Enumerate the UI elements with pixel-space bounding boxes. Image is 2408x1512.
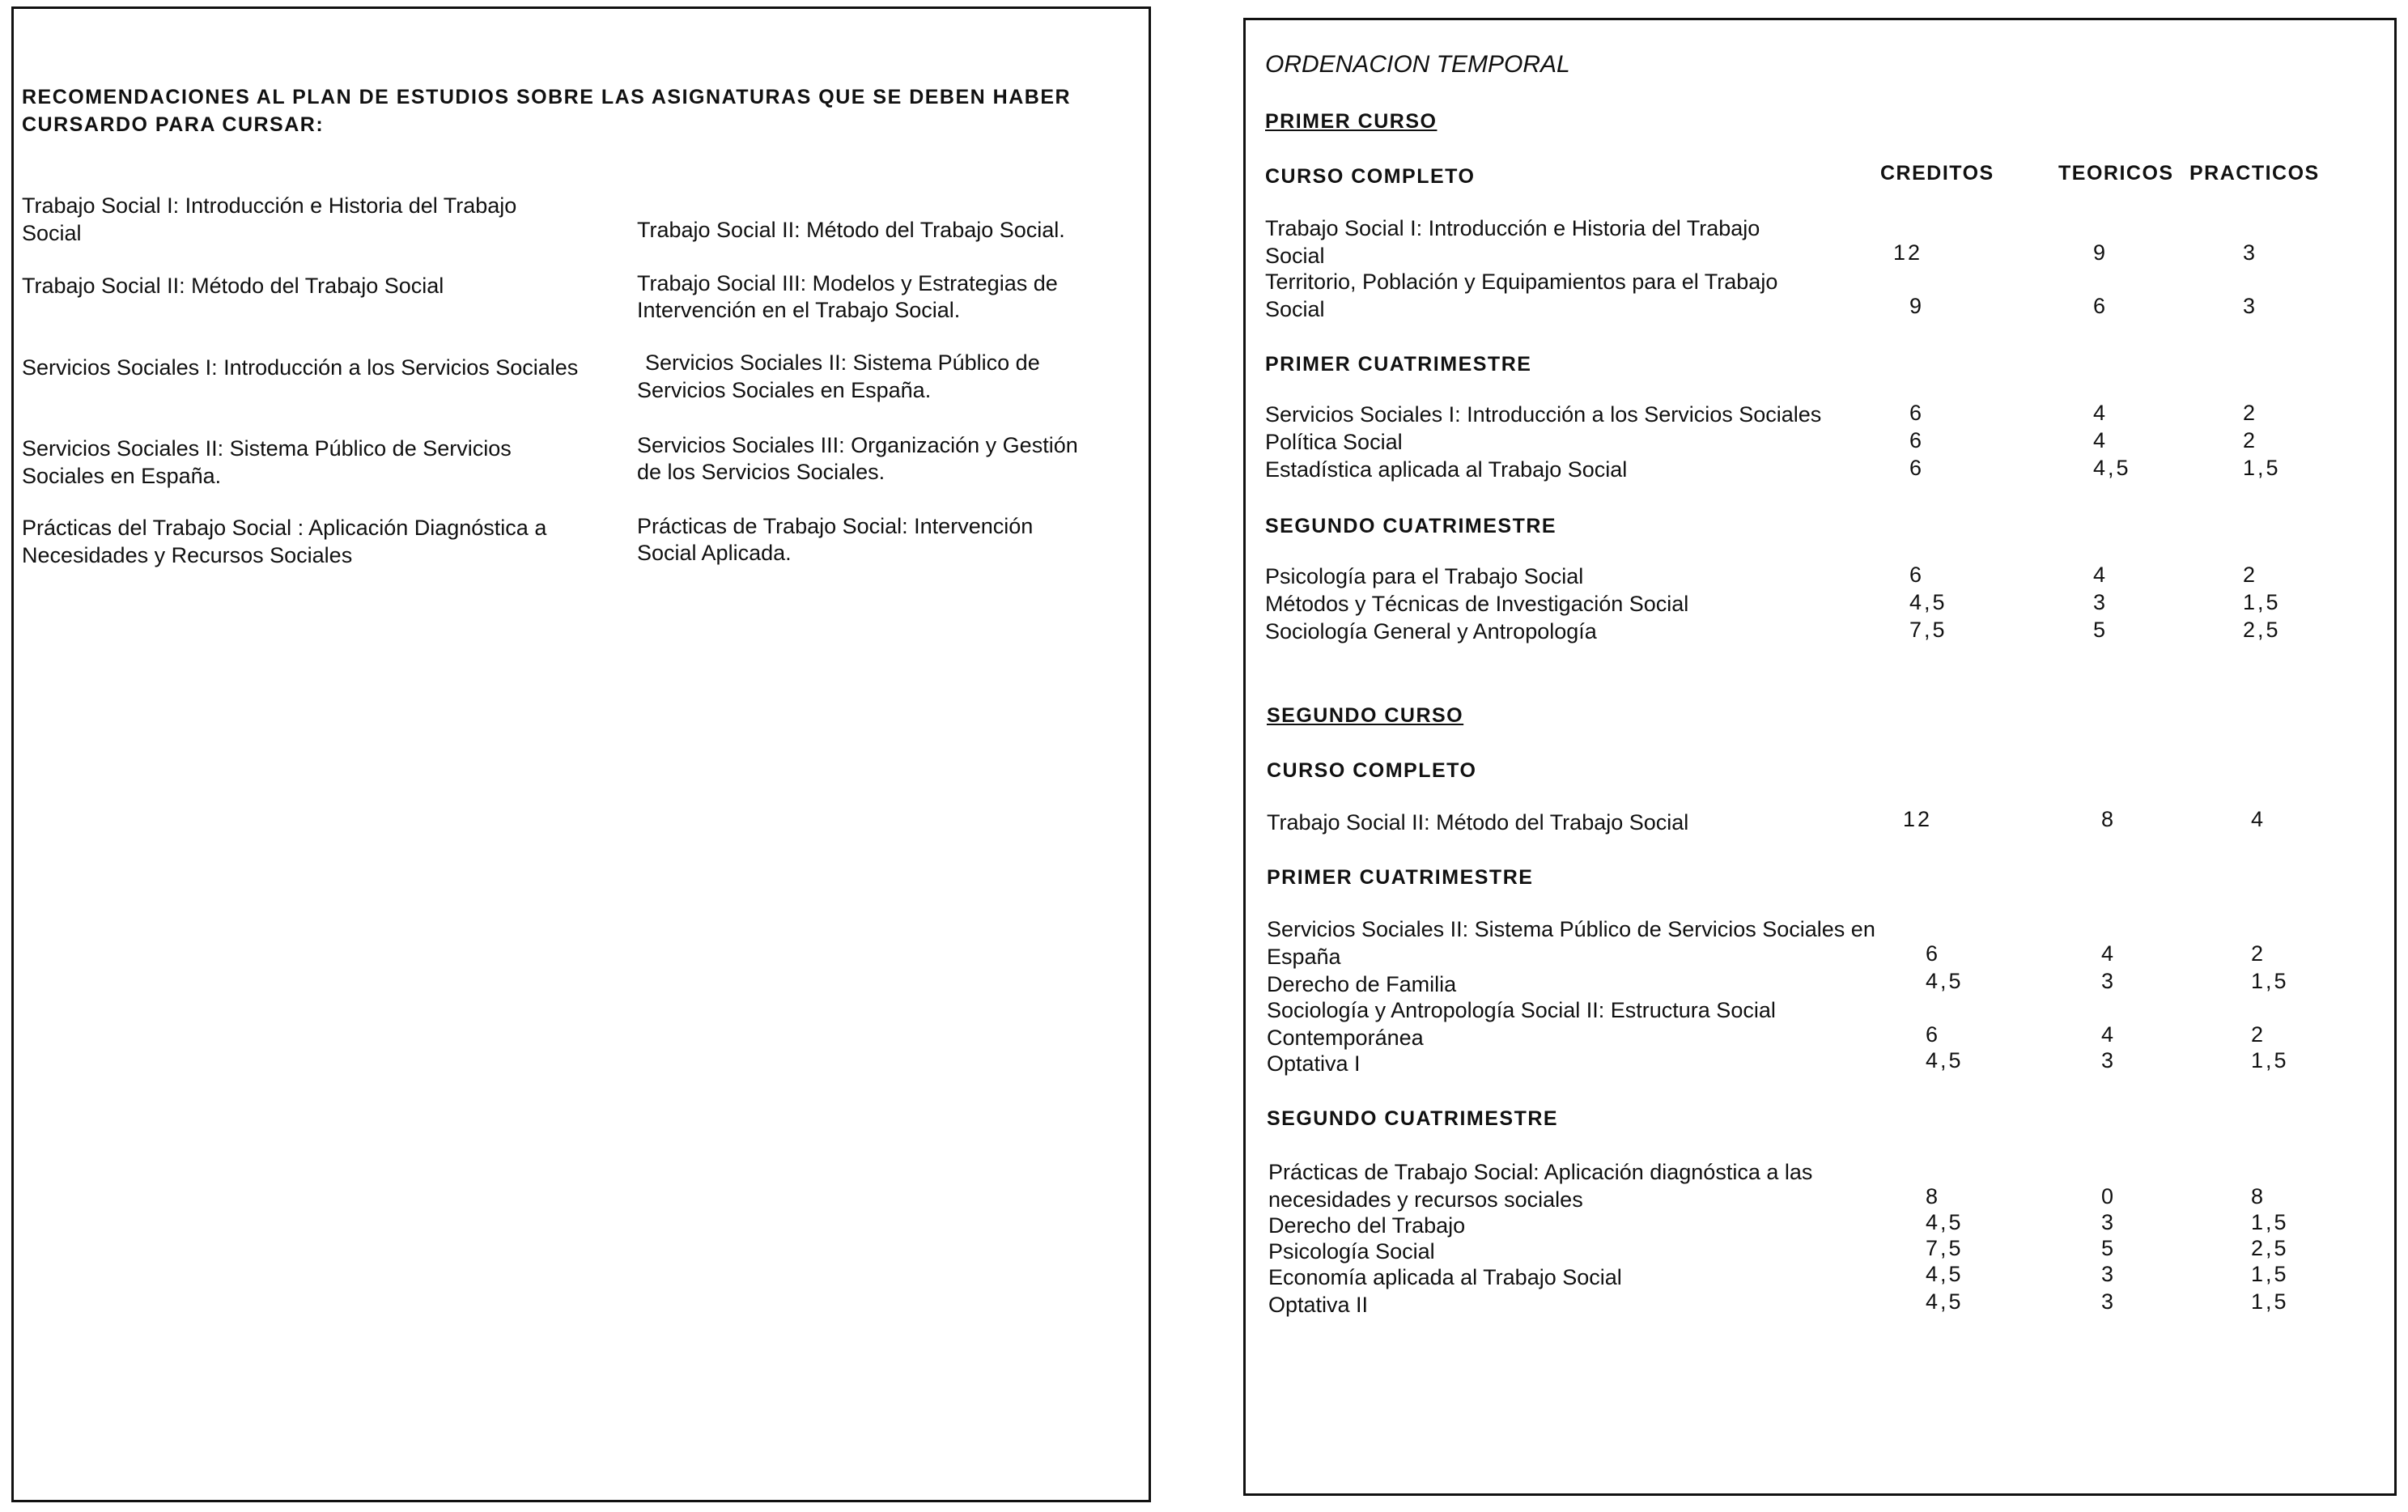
primer-cuatrimestre-heading-2: PRIMER CUATRIMESTRE bbox=[1267, 866, 1534, 889]
teoricos-value: 3 bbox=[2093, 590, 2109, 614]
page-title: ORDENACION TEMPORAL bbox=[1265, 51, 1570, 78]
course-name-line1: Sociología y Antropología Social II: Estructura Social bbox=[1267, 998, 1776, 1022]
course-2-line1: Trabajo Social III: Modelos y Estrategias de bbox=[637, 271, 1058, 295]
creditos-value: 6 bbox=[1909, 428, 1925, 452]
teoricos-value: 4 bbox=[2093, 401, 2109, 425]
creditos-value: 4,5 bbox=[1926, 969, 1964, 993]
creditos-value: 12 bbox=[1903, 807, 1933, 831]
course-name-line1: Política Social bbox=[1265, 430, 1403, 454]
recommendations-heading-line2: CURSARDO PARA CURSAR: bbox=[22, 113, 325, 136]
course-name-line1: Trabajo Social I: Introducción e Historia del Trabajo bbox=[1265, 216, 1760, 240]
course-name-line1: Economía aplicada al Trabajo Social bbox=[1268, 1265, 1622, 1289]
course-name-line1: Optativa I bbox=[1267, 1051, 1361, 1076]
prereq-4-line1: Servicios Sociales II: Sistema Público de Servicios bbox=[22, 436, 512, 461]
teoricos-value: 3 bbox=[2101, 1262, 2117, 1286]
creditos-value: 6 bbox=[1909, 456, 1925, 480]
creditos-value: 6 bbox=[1926, 941, 1941, 966]
course-name-line1: Prácticas de Trabajo Social: Aplicación diagnóstica a las bbox=[1268, 1160, 1813, 1184]
right-page bbox=[1243, 18, 2397, 1496]
course-1-line1: Trabajo Social II: Método del Trabajo Social. bbox=[637, 218, 1065, 242]
creditos-value: 4,5 bbox=[1926, 1210, 1964, 1234]
practicos-value: 3 bbox=[2243, 294, 2258, 318]
course-name-line2: Social bbox=[1265, 244, 1325, 268]
practicos-value: 2 bbox=[2243, 563, 2258, 587]
teoricos-value: 3 bbox=[2101, 969, 2117, 993]
creditos-value: 4,5 bbox=[1926, 1289, 1964, 1314]
practicos-value: 2 bbox=[2243, 428, 2258, 452]
creditos-value: 4,5 bbox=[1909, 590, 1947, 614]
teoricos-value: 4 bbox=[2101, 941, 2117, 966]
teoricos-value: 3 bbox=[2101, 1048, 2117, 1072]
creditos-value: 4,5 bbox=[1926, 1262, 1964, 1286]
course-5-line2: Social Aplicada. bbox=[637, 541, 792, 565]
creditos-value: 12 bbox=[1893, 240, 1923, 265]
course-3-line1: Servicios Sociales II: Sistema Público de bbox=[645, 350, 1040, 375]
creditos-value: 7,5 bbox=[1909, 618, 1947, 642]
practicos-value: 2,5 bbox=[2243, 618, 2281, 642]
column-header-practicos: PRACTICOS bbox=[2189, 162, 2320, 185]
creditos-value: 9 bbox=[1909, 294, 1925, 318]
teoricos-value: 3 bbox=[2101, 1289, 2117, 1314]
practicos-value: 8 bbox=[2251, 1184, 2266, 1208]
practicos-value: 2 bbox=[2251, 941, 2266, 966]
course-4-line1: Servicios Sociales III: Organización y Gestión bbox=[637, 433, 1078, 457]
practicos-value: 1,5 bbox=[2243, 590, 2281, 614]
course-name-line1: Derecho del Trabajo bbox=[1268, 1213, 1466, 1238]
practicos-value: 1,5 bbox=[2243, 456, 2281, 480]
practicos-value: 1,5 bbox=[2251, 1048, 2289, 1072]
practicos-value: 1,5 bbox=[2251, 1210, 2289, 1234]
course-4-line2: de los Servicios Sociales. bbox=[637, 460, 885, 484]
course-name-line1: Territorio, Población y Equipamientos para el Trabajo bbox=[1265, 270, 1778, 294]
creditos-value: 6 bbox=[1909, 401, 1925, 425]
creditos-value: 6 bbox=[1926, 1022, 1941, 1047]
teoricos-value: 4 bbox=[2101, 1022, 2117, 1047]
recommendations-heading-line1: RECOMENDACIONES AL PLAN DE ESTUDIOS SOBRE LAS ASIGNATURAS QUE SE DEBEN HABER bbox=[22, 86, 1072, 108]
prereq-5-line1: Prácticas del Trabajo Social : Aplicación Diagnóstica a bbox=[22, 516, 547, 540]
column-header-teoricos: TEORICOS bbox=[2058, 162, 2174, 185]
course-3-line2: Servicios Sociales en España. bbox=[637, 378, 932, 402]
segundo-cuatrimestre-heading-1: SEGUNDO CUATRIMESTRE bbox=[1265, 515, 1557, 537]
practicos-value: 2 bbox=[2251, 1022, 2266, 1047]
practicos-value: 4 bbox=[2251, 807, 2266, 831]
prereq-5-line2: Necesidades y Recursos Sociales bbox=[22, 543, 353, 567]
course-name-line1: Servicios Sociales I: Introducción a los Servicios Sociales bbox=[1265, 402, 1822, 427]
teoricos-value: 4,5 bbox=[2093, 456, 2131, 480]
practicos-value: 2,5 bbox=[2251, 1236, 2289, 1260]
prereq-1-line1: Trabajo Social I: Introducción e Historia del Trabajo bbox=[22, 193, 517, 218]
curso-completo-heading-1: CURSO COMPLETO bbox=[1265, 165, 1476, 188]
creditos-value: 8 bbox=[1926, 1184, 1941, 1208]
course-name-line1: Estadística aplicada al Trabajo Social bbox=[1265, 457, 1628, 482]
teoricos-value: 5 bbox=[2101, 1236, 2117, 1260]
course-name-line1: Psicología Social bbox=[1268, 1239, 1435, 1264]
creditos-value: 7,5 bbox=[1926, 1236, 1964, 1260]
course-name-line1: Psicología para el Trabajo Social bbox=[1265, 564, 1584, 588]
course-name-line1: Servicios Sociales II: Sistema Público de Servicios Sociales en bbox=[1267, 917, 1875, 941]
practicos-value: 3 bbox=[2243, 240, 2258, 265]
teoricos-value: 3 bbox=[2101, 1210, 2117, 1234]
practicos-value: 1,5 bbox=[2251, 1262, 2289, 1286]
column-header-creditos: CREDITOS bbox=[1880, 162, 1994, 185]
creditos-value: 4,5 bbox=[1926, 1048, 1964, 1072]
course-name-line2: Social bbox=[1265, 297, 1325, 321]
course-name-line1: Optativa II bbox=[1268, 1293, 1369, 1317]
teoricos-value: 6 bbox=[2093, 294, 2109, 318]
teoricos-value: 4 bbox=[2093, 428, 2109, 452]
course-name-line2: Contemporánea bbox=[1267, 1026, 1424, 1050]
practicos-value: 2 bbox=[2243, 401, 2258, 425]
course-2-line2: Intervención en el Trabajo Social. bbox=[637, 298, 961, 322]
practicos-value: 1,5 bbox=[2251, 1289, 2289, 1314]
teoricos-value: 5 bbox=[2093, 618, 2109, 642]
teoricos-value: 4 bbox=[2093, 563, 2109, 587]
prereq-4-line2: Sociales en España. bbox=[22, 464, 222, 488]
left-page bbox=[11, 6, 1151, 1502]
primer-curso-heading: PRIMER CURSO bbox=[1265, 110, 1438, 133]
prereq-2-line1: Trabajo Social II: Método del Trabajo Social bbox=[22, 274, 444, 298]
curso-completo-heading-2: CURSO COMPLETO bbox=[1267, 759, 1477, 782]
course-name-line2: necesidades y recursos sociales bbox=[1268, 1187, 1583, 1212]
teoricos-value: 9 bbox=[2093, 240, 2109, 265]
segundo-curso-heading: SEGUNDO CURSO bbox=[1267, 704, 1464, 727]
course-name-line1: Métodos y Técnicas de Investigación Social bbox=[1265, 592, 1689, 616]
prereq-1-line2: Social bbox=[22, 221, 82, 245]
teoricos-value: 0 bbox=[2101, 1184, 2117, 1208]
primer-cuatrimestre-heading-1: PRIMER CUATRIMESTRE bbox=[1265, 353, 1532, 376]
practicos-value: 1,5 bbox=[2251, 969, 2289, 993]
prereq-3-line1: Servicios Sociales I: Introducción a los Servicios Sociales bbox=[22, 355, 579, 380]
course-5-line1: Prácticas de Trabajo Social: Intervención bbox=[637, 514, 1034, 538]
creditos-value: 6 bbox=[1909, 563, 1925, 587]
teoricos-value: 8 bbox=[2101, 807, 2117, 831]
course-name-line2: España bbox=[1267, 945, 1341, 969]
course-name-line1: Trabajo Social II: Método del Trabajo Social bbox=[1267, 810, 1689, 835]
course-name-line1: Sociología General y Antropología bbox=[1265, 619, 1597, 643]
course-name-line1: Derecho de Familia bbox=[1267, 972, 1457, 996]
segundo-cuatrimestre-heading-2: SEGUNDO CUATRIMESTRE bbox=[1267, 1107, 1559, 1130]
